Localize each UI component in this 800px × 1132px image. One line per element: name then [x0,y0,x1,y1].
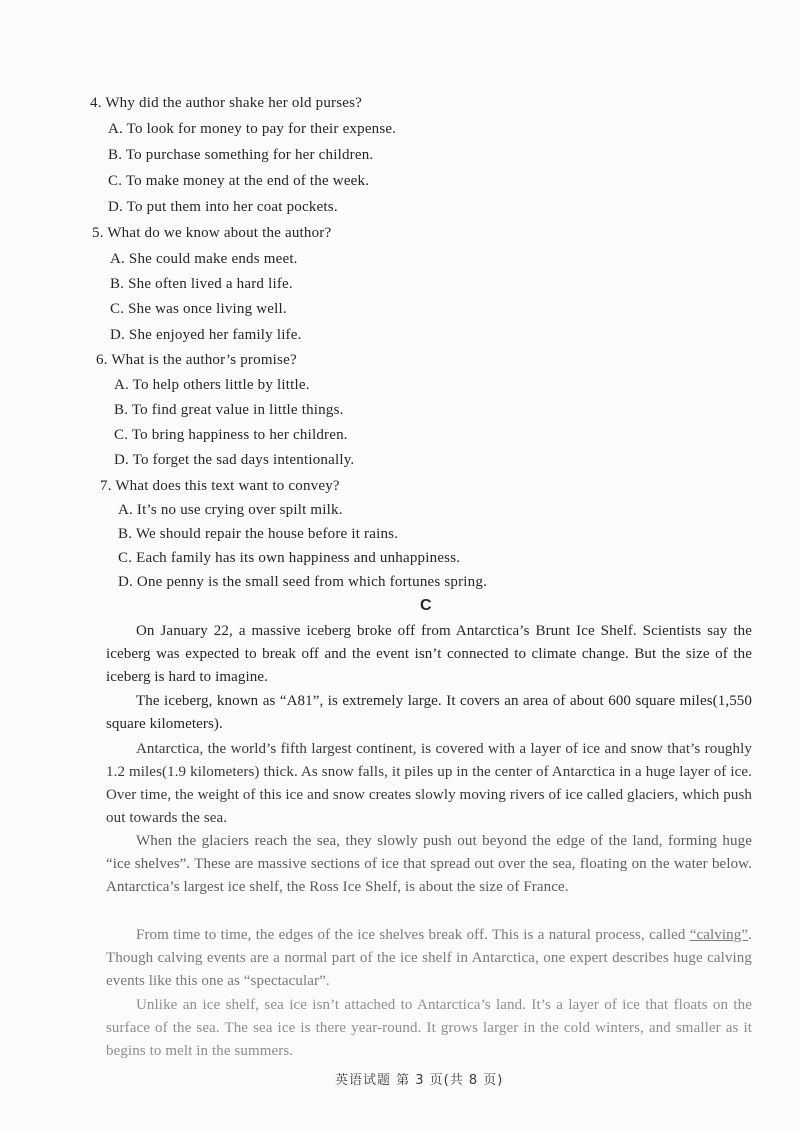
question-4-option-b: B. To purchase something for her children. [108,147,374,163]
passage-paragraph-3 [106,738,752,830]
page-footer: 英语试题 第 3 页(共 8 页) [335,1073,504,1088]
calving-term: “calving” [689,927,749,943]
question-4-stem: 4. Why did the author shake her old purses? [90,95,363,111]
passage-paragraph-5 [106,924,752,993]
question-4-option-d: D. To put them into her coat pockets. [108,199,338,215]
passage-paragraph-5-after: . Though calving events are a normal part of the ice shelf in Antarctica, one expert describes huge calving events like this one as “spectacular”. [106,927,752,989]
passage-paragraph-1-text: On January 22, a massive iceberg broke off from Antarctica’s Brunt Ice Shelf. Scientists say the iceberg was expected to break off and the event isn’t connected to climate change. But the size of the iceberg is hard to imagine. [106,623,752,685]
question-5-option-c: C. She was once living well. [110,301,287,317]
question-7-option-a: A. It’s no use crying over spilt milk. [118,502,343,518]
passage-paragraph-2 [106,690,752,736]
question-6-option-a: A. To help others little by little. [114,377,310,393]
question-6-option-b: B. To find great value in little things. [114,402,344,418]
question-7-stem: 7. What does this text want to convey? [100,478,340,494]
section-heading: C [420,597,432,614]
question-7-option-c: C. Each family has its own happiness and unhappiness. [118,550,461,566]
question-5-option-a: A. She could make ends meet. [110,251,298,267]
passage-paragraph-1 [106,620,752,689]
question-7-option-d: D. One penny is the small seed from which fortunes spring. [118,574,488,590]
passage-paragraph-4 [106,830,752,899]
passage-paragraph-3-text: Antarctica, the world’s fifth largest continent, is covered with a layer of ice and snow that’s roughly 1.2 miles(1.9 kilometers) thick. As snow falls, it piles up in the center of Antarctica in a huge layer of ice. Over time, the weight of this ice and snow creates slowly moving rivers of ice called glaciers, which push out towards the sea. [106,741,752,826]
question-7-option-b: B. We should repair the house before it rains. [118,526,399,542]
question-6-stem: 6. What is the author’s promise? [96,352,297,368]
passage-paragraph-2-text: The iceberg, known as “A81”, is extremely large. It covers an area of about 600 square miles(1,550 square kilometers). [106,693,752,732]
passage-paragraph-6 [106,994,752,1063]
question-6-option-c: C. To bring happiness to her children. [114,427,348,443]
question-5-stem: 5. What do we know about the author? [92,225,332,241]
question-5-option-b: B. She often lived a hard life. [110,276,293,292]
question-5-option-d: D. She enjoyed her family life. [110,327,302,343]
passage-paragraph-4-text: When the glaciers reach the sea, they slowly push out beyond the edge of the land, forming huge “ice shelves”. These are massive sections of ice that spread out over the sea, floating on the water below. Antarctica’s largest ice shelf, the Ross Ice Shelf, is about the size of France. [106,833,752,895]
passage-paragraph-6-text: Unlike an ice shelf, sea ice isn’t attached to Antarctica’s land. It’s a layer of ice that floats on the surface of the sea. The sea ice is there year-round. It grows larger in the cold winters, and smaller as it begins to melt in the summers. [106,997,752,1059]
passage-paragraph-5-text [106,924,752,993]
passage-paragraph-5-before: From time to time, the edges of the ice shelves break off. This is a natural process, called [136,927,690,943]
question-4-option-a: A. To look for money to pay for their expense. [108,121,397,137]
question-6-option-d: D. To forget the sad days intentionally. [114,452,355,468]
question-4-option-c: C. To make money at the end of the week. [108,173,370,189]
